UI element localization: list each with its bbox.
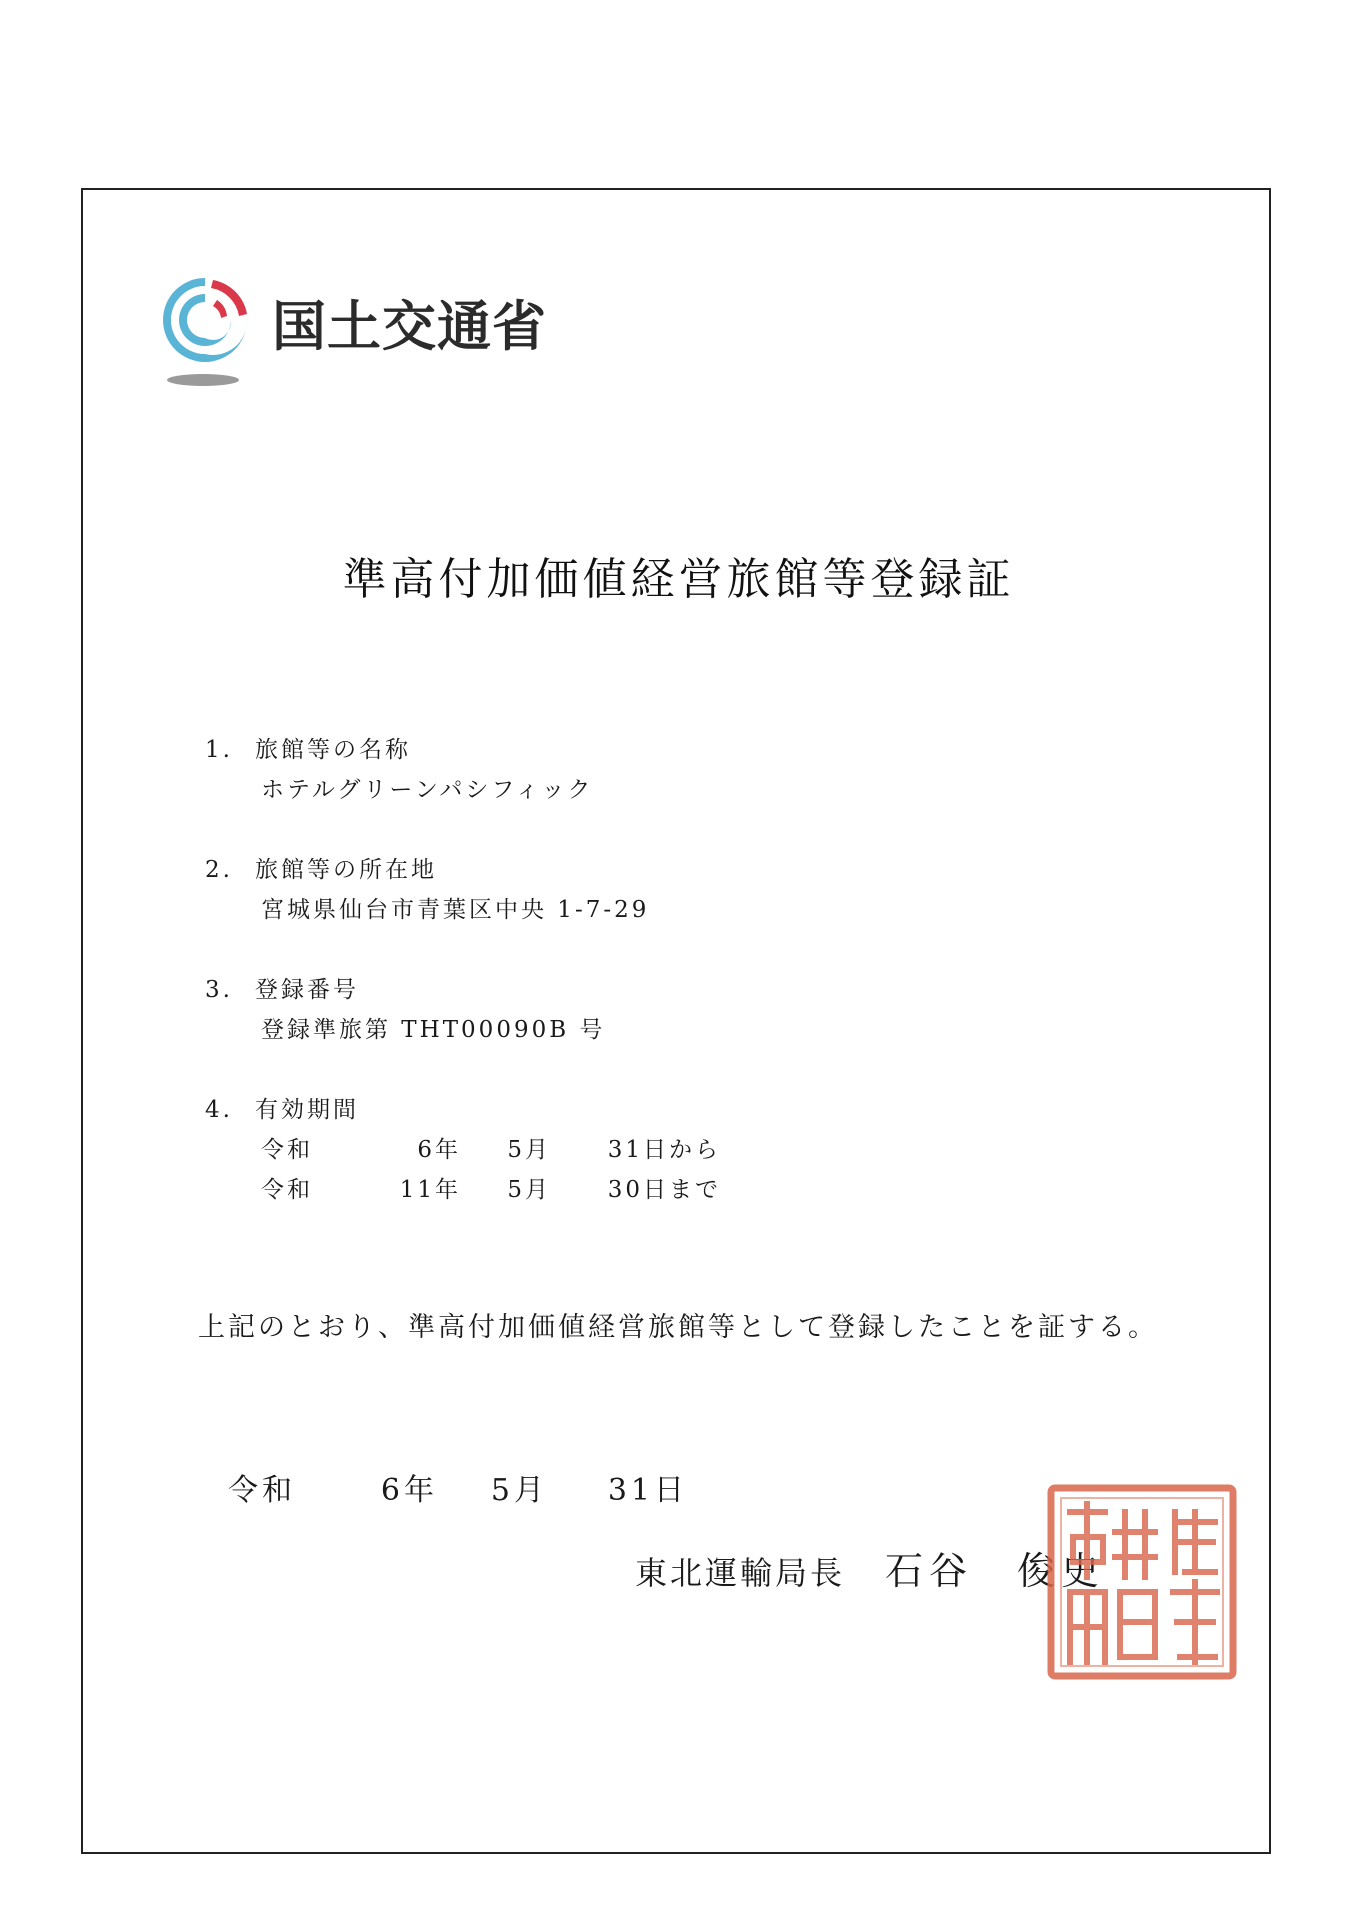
era: 令和: [261, 1177, 313, 1203]
year: 11年: [399, 1177, 461, 1203]
item-number: 4.: [205, 1097, 233, 1123]
issue-date: [228, 1465, 688, 1509]
signatory-name: 石谷 俊史: [885, 1549, 1106, 1593]
official-seal-icon: [1045, 1482, 1239, 1682]
validity-from: [261, 1130, 1105, 1170]
item-number: 2.: [205, 857, 233, 883]
month: 5月: [507, 1177, 551, 1203]
certificate-title: 準高付加価値経営旅館等登録証: [342, 554, 1015, 605]
day: 31日: [607, 1473, 688, 1508]
item-registration-number: [205, 970, 1105, 1050]
item-heading: 旅館等の所在地: [255, 857, 437, 883]
item-value: 宮城県仙台市青葉区中央 1-7-29: [261, 897, 650, 923]
certification-statement: 上記のとおり、準高付加価値経営旅館等として登録したことを証する。: [198, 1312, 1158, 1343]
ministry-logo: [155, 270, 575, 390]
item-validity-period: [205, 1090, 1105, 1210]
item-heading: 旅館等の名称: [255, 737, 411, 763]
year: 6年: [380, 1473, 438, 1508]
era: 令和: [261, 1137, 313, 1163]
item-number: 1.: [205, 737, 233, 763]
mlit-emblem-icon: [155, 270, 255, 388]
month: 5月: [507, 1137, 551, 1163]
item-heading: 登録番号: [255, 977, 359, 1003]
month: 5月: [490, 1473, 548, 1508]
item-value: 登録準旅第 THT00090B 号: [261, 1017, 606, 1043]
item-number: 3.: [205, 977, 233, 1003]
day: 31日から: [607, 1137, 721, 1163]
item-heading: 有効期間: [255, 1097, 359, 1123]
year: 6年: [417, 1137, 461, 1163]
item-facility-address: [205, 850, 1105, 930]
item-facility-name: [205, 730, 1105, 810]
validity-to: [261, 1170, 1105, 1210]
ministry-name: 国土交通省: [272, 295, 547, 358]
item-value: ホテルグリーンパシフィック: [261, 777, 594, 803]
day: 30日まで: [607, 1177, 721, 1203]
signatory-title: 東北運輸局長: [635, 1554, 846, 1592]
signatory: [635, 1540, 1105, 1595]
era: 令和: [228, 1473, 296, 1508]
certificate-items: [205, 730, 1105, 1250]
